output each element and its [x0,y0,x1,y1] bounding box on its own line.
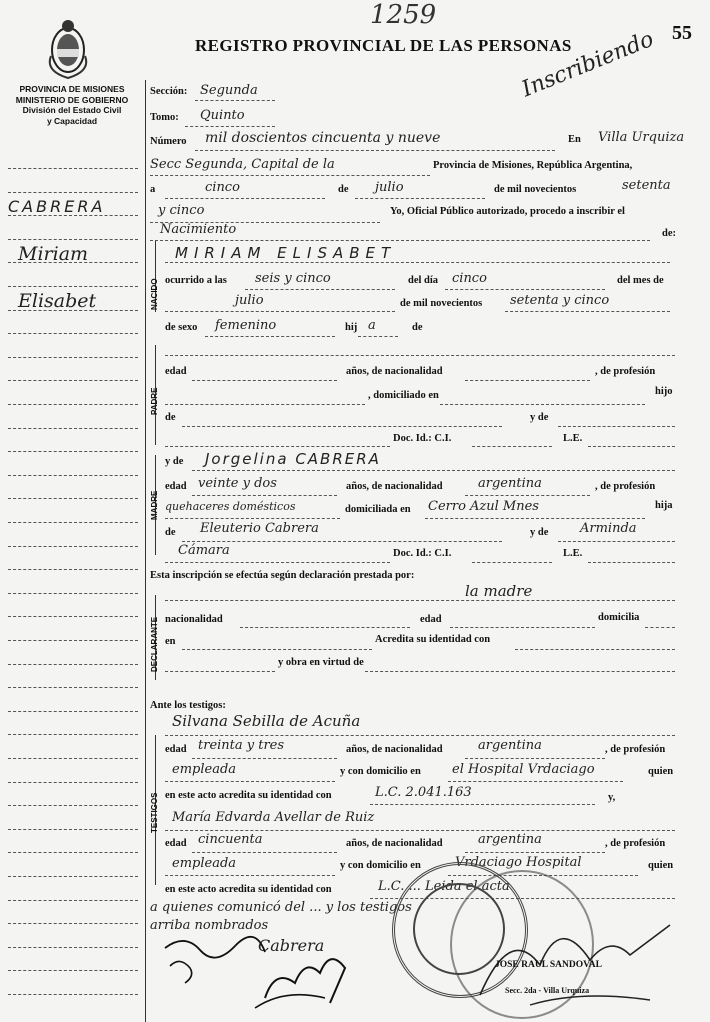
de-label: de [412,322,423,333]
en-label: En [568,134,581,145]
oficial-text: Yo, Oficial Público autorizado, procedo a inscribir el [390,206,625,217]
nacionalidad-label: años, de nacionalidad [346,838,443,849]
virtud-label: y obra en virtud de [278,657,364,668]
margin-rule [8,994,138,995]
y-label: y, [608,792,616,803]
quien-label: quien [648,860,674,871]
closing-text: a quienes comunicó del ... y los testigos [150,900,412,915]
margin-rule [8,286,138,287]
mother-nationality: argentina [478,476,542,491]
witness-2-name: María Edvarda Avellar de Ruiz [172,810,375,825]
domicilio-label: , domiciliado en [368,390,439,401]
hour-value: seis y cinco [255,271,331,286]
margin-rule [8,616,138,617]
issuer-line: y Capacidad [46,115,98,126]
handwritten-record-number: 1259 [370,0,437,30]
place-continuation: Secc Segunda, Capital de la [150,157,335,172]
edad-label: edad [165,481,187,492]
margin-rule [8,805,138,806]
mother-profession: quehaceres domésticos [165,500,296,513]
sexo-label: de sexo [165,322,198,333]
official-name: JOSE RAUL SANDOVAL [495,960,602,970]
issuer-block [4,84,140,126]
profesion-label: , de profesión [595,481,656,492]
nacionalidad-label: años, de nacionalidad [346,481,443,492]
maternal-grandmother: Arminda [580,521,637,536]
margin-rule [8,239,138,240]
margin-divider [145,80,146,1022]
y-de-label: y de [530,412,549,423]
tomo-value: Quinto [200,108,245,123]
margin-rule [8,876,138,877]
margin-given-name: Elisabet [18,290,97,312]
section-label-testigos: TESTIGOS [150,792,159,833]
year-value: setenta [622,178,671,193]
tomo-label: Tomo: [150,112,179,123]
domicilio-label: y con domicilio en [340,766,421,777]
issuer-line: PROVINCIA DE MISIONES [19,84,125,94]
mes-value: julio [235,293,264,308]
day-value: cinco [205,180,240,195]
coat-of-arms-emblem [45,16,91,80]
profesion-label: , de profesión [605,744,666,755]
numero-value: mil doscientos cincuenta y nueve [205,130,441,146]
witness-2-nationality: argentina [478,832,542,847]
year-continuation: y cinco [158,203,205,218]
province-text: Provincia de Misiones, República Argentina, [433,160,633,171]
mother-address: Cerro Azul Mnes [428,499,539,514]
margin-rule [8,546,138,547]
witness-2-document: L.C. ... Leida el acta [378,879,510,894]
place-value: Villa Urquiza [598,130,685,145]
margin-rule [8,475,138,476]
doc-label: Doc. Id.: C.I. [393,548,452,559]
margin-rule [8,947,138,948]
edad-label: edad [165,744,187,755]
acredita-label: en este acto acredita su identidad con [165,790,332,801]
margin-rule [8,522,138,523]
month-value: julio [375,180,404,195]
section-label-nacido: NACIDO [150,278,159,310]
domicilio-label: domicilia [598,612,640,623]
edad-label: edad [165,366,187,377]
margin-rule [8,664,138,665]
margin-rule [8,569,138,570]
de-label: de [165,412,176,423]
del-dia-label: del día [408,275,439,286]
section-label-declarante: DECLARANTE [150,616,159,672]
margin-rule [8,900,138,901]
margin-rule [8,687,138,688]
witness-1-profession: empleada [172,762,237,777]
section-label-padre: PADRE [150,387,159,415]
margin-rule [8,451,138,452]
margin-rule [8,970,138,971]
section-label-madre: MADRE [150,490,159,520]
margin-rule [8,711,138,712]
mother-age: veinte y dos [198,476,277,491]
signature-cabrera: Cabrera [258,936,325,955]
margin-surname: CABRERA [8,197,106,216]
quien-label: quien [648,766,674,777]
margin-rule [8,380,138,381]
margin-rule [8,498,138,499]
margin-rule [8,640,138,641]
witness-1-document: L.C. 2.041.163 [375,785,472,800]
margin-rule [8,829,138,830]
page-number: 55 [672,22,692,44]
annotation-stamp: Inscribiendo [518,26,658,103]
witness-1-age: treinta y tres [198,738,285,753]
declarante-value: la madre [465,582,533,600]
closing-text: arriba nombrados [150,918,269,933]
witness-1-name: Silvana Sebilla de Acuña [172,712,361,730]
witness-1-nationality: argentina [478,738,542,753]
witness-2-profession: empleada [172,856,237,871]
margin-rule [8,782,138,783]
anio-value: setenta y cinco [510,293,610,308]
hij-value: a [368,318,376,333]
margin-rule [8,758,138,759]
child-name: MIRIAM ELISABET [175,244,397,262]
a-label: a [150,184,156,195]
margin-rule [8,734,138,735]
hija-label: hija [655,500,673,511]
acredita-label: en este acto acredita su identidad con [165,884,332,895]
de-colon: de: [662,228,676,239]
margin-rule [8,357,138,358]
official-office: Secc. 2da - Villa Urquiza [505,986,590,995]
anio-label: de mil novecientos [400,298,483,309]
issuer-line: MINISTERIO DE GOBIERNO [15,94,129,105]
testigos-intro: Ante los testigos: [150,700,226,711]
nacionalidad-label: años, de nacionalidad [346,744,443,755]
profesion-label: , de profesión [595,366,656,377]
witness-signatures [155,928,365,1018]
year-prefix: de mil novecientos [494,184,577,195]
domicilio-label: domiciliada en [345,504,411,515]
y-de-label: y de [165,456,184,467]
en-label: en [165,636,176,647]
doc-label: Doc. Id.: C.I. [393,433,452,444]
domicilio-label: y con domicilio en [340,860,421,871]
document-title: REGISTRO PROVINCIAL DE LAS PERSONAS [195,36,572,55]
le-label: L.E. [563,548,583,559]
seccion-value: Segunda [200,83,258,98]
nacionalidad-label: nacionalidad [165,614,223,625]
margin-given-name: Miriam [18,243,89,265]
de-label: de [165,527,176,538]
edad-label: edad [165,838,187,849]
numero-label: Número [150,136,187,147]
maternal-grandmother-cont: Cámara [178,543,230,558]
mother-name: Jorgelina CABRERA [205,450,381,468]
margin-rule [8,404,138,405]
act-type: Nacimiento [160,222,237,237]
declarante-intro: Esta inscripción se efectúa según declaración prestada por: [150,570,415,581]
issuer-line: División del Estado Civil [22,105,122,115]
le-label: L.E. [563,433,583,444]
sexo-value: femenino [215,318,277,333]
margin-rule [8,593,138,594]
seccion-label: Sección: [150,86,188,97]
y-de-label: y de [530,527,549,538]
del-mes-label: del mes de [617,275,664,286]
maternal-grandfather: Eleuterio Cabrera [200,521,319,536]
acredita-label: Acredita su identidad con [375,634,491,645]
profesion-label: , de profesión [605,838,666,849]
witness-2-age: cincuenta [198,832,263,847]
hij-label: hij [345,322,358,333]
de-label: de [338,184,349,195]
ocurrido-label: ocurrido a las [165,275,227,286]
margin-rule [8,852,138,853]
hijo-label: hijo [655,386,673,397]
witness-1-address: el Hospital Vrdaciago [452,762,595,777]
margin-rule [8,923,138,924]
margin-rule [8,168,138,169]
dia-value: cinco [452,271,487,286]
witness-2-address: Vrdaciago Hospital [455,855,582,870]
margin-rule [8,333,138,334]
edad-label: edad [420,614,442,625]
nacionalidad-label: años, de nacionalidad [346,366,443,377]
margin-rule [8,428,138,429]
margin-rule [8,192,138,193]
